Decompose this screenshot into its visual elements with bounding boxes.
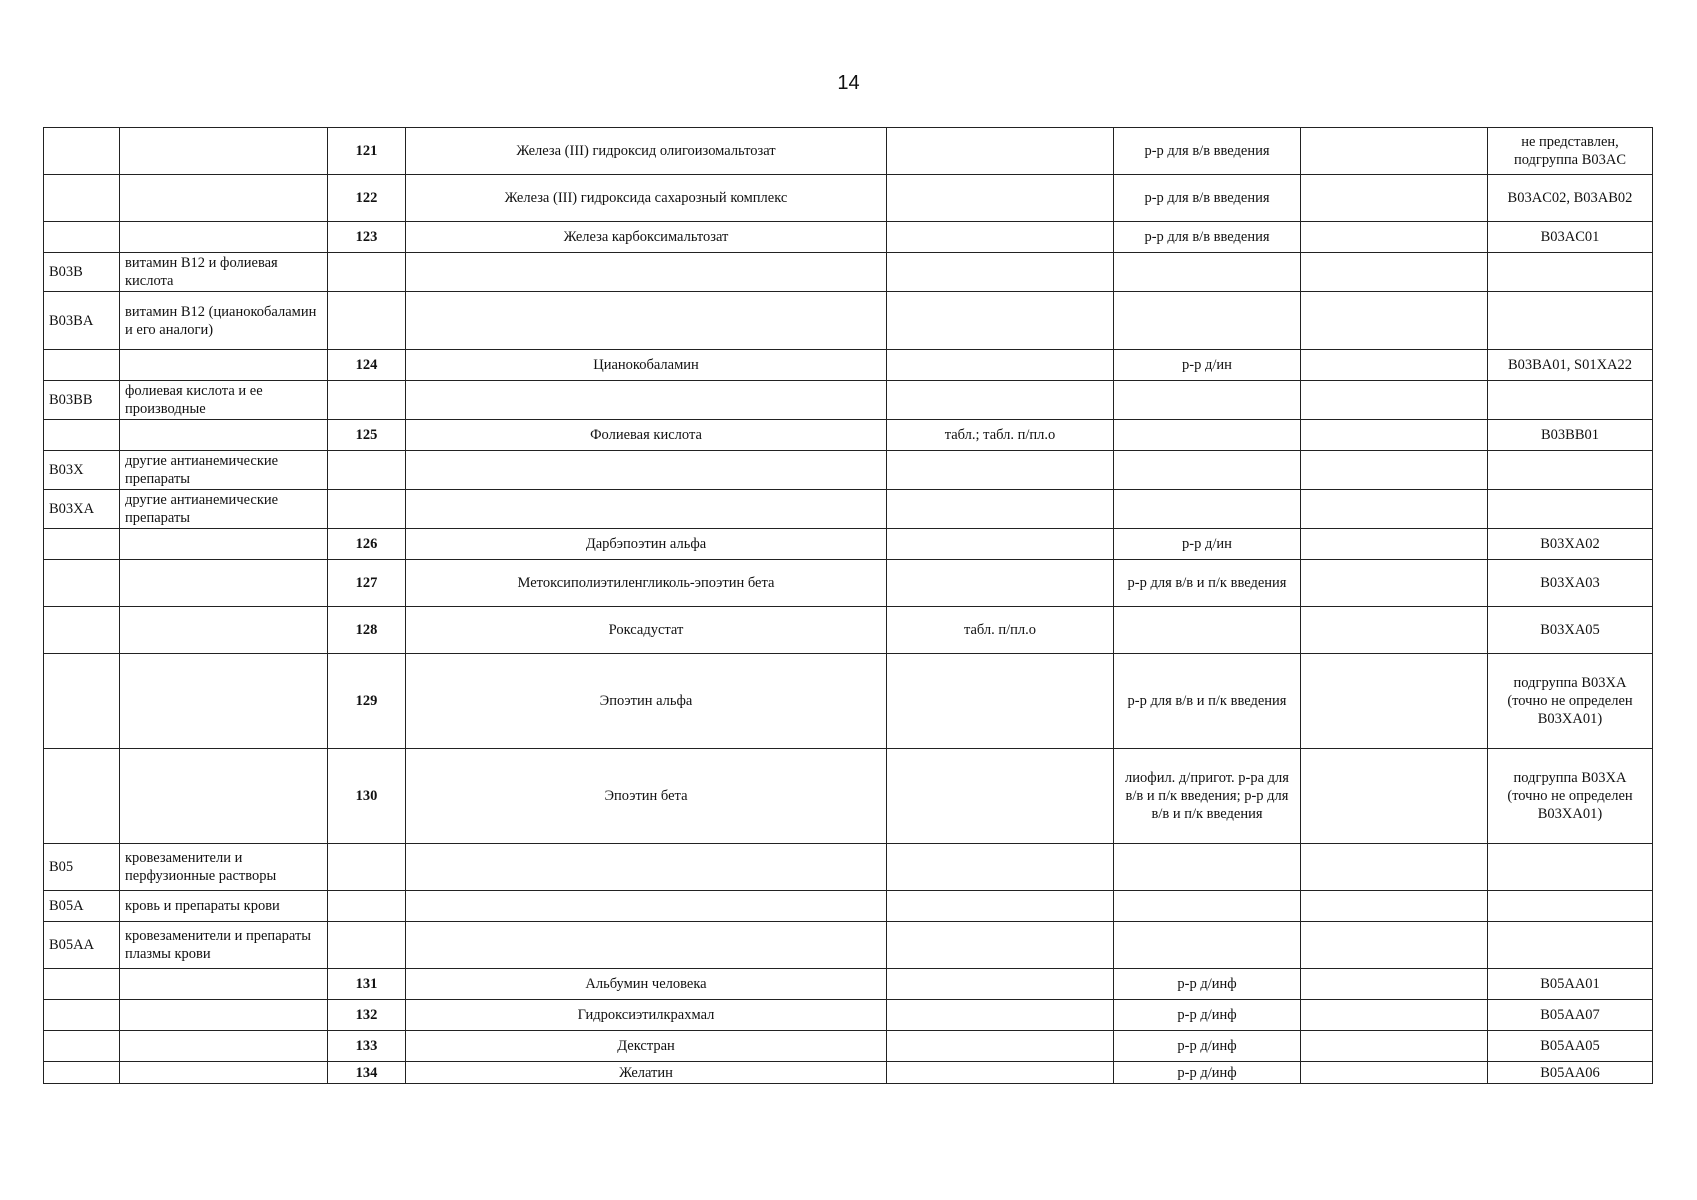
- oral-form: табл.; табл. п/пл.о: [887, 420, 1114, 451]
- drug-name: [406, 253, 887, 292]
- atc-group-name: [120, 350, 328, 381]
- atc-code: [1488, 381, 1653, 420]
- drug-name: Цианокобаламин: [406, 350, 887, 381]
- row-number: [328, 891, 406, 922]
- atc-group-code: [44, 969, 120, 1000]
- row-number: [328, 490, 406, 529]
- atc-group-name: другие антианемические препараты: [120, 490, 328, 529]
- drug-name: Гидроксиэтилкрахмал: [406, 1000, 887, 1031]
- atc-group-name: [120, 175, 328, 222]
- other-form: [1301, 1000, 1488, 1031]
- row-number: [328, 292, 406, 350]
- table-row: [44, 490, 1653, 529]
- oral-form: [887, 529, 1114, 560]
- injection-form: р-р для в/в введения: [1114, 222, 1301, 253]
- atc-group-name: [120, 607, 328, 654]
- table-row: [44, 922, 1653, 969]
- oral-form: [887, 560, 1114, 607]
- injection-form: лиофил. д/пригот. р-ра для в/в и п/к введения; р-р для в/в и п/к введения: [1114, 749, 1301, 844]
- atc-group-code: [44, 654, 120, 749]
- atc-code: подгруппа B03XA (точно не определен B03XA01): [1488, 654, 1653, 749]
- row-number: 129: [328, 654, 406, 749]
- atc-group-code: B03B: [44, 253, 120, 292]
- other-form: [1301, 490, 1488, 529]
- other-form: [1301, 560, 1488, 607]
- drug-name: Декстран: [406, 1031, 887, 1062]
- oral-form: [887, 222, 1114, 253]
- injection-form: [1114, 922, 1301, 969]
- drug-name: [406, 891, 887, 922]
- atc-code: B05AA01: [1488, 969, 1653, 1000]
- table-row: [44, 222, 1653, 253]
- row-number: [328, 253, 406, 292]
- drug-name: [406, 844, 887, 891]
- injection-form: р-р д/ин: [1114, 529, 1301, 560]
- atc-code: [1488, 891, 1653, 922]
- row-number: 121: [328, 128, 406, 175]
- atc-group-code: B03XA: [44, 490, 120, 529]
- drug-name: Эпоэтин альфа: [406, 654, 887, 749]
- table-row: [44, 420, 1653, 451]
- row-number: [328, 381, 406, 420]
- oral-form: [887, 1062, 1114, 1084]
- drug-name: Желатин: [406, 1062, 887, 1084]
- table-row: [44, 1031, 1653, 1062]
- atc-group-name: [120, 654, 328, 749]
- table-row: [44, 1062, 1653, 1084]
- oral-form: табл. п/пл.о: [887, 607, 1114, 654]
- atc-group-code: B03BB: [44, 381, 120, 420]
- atc-group-name: кровезаменители и препараты плазмы крови: [120, 922, 328, 969]
- atc-group-name: [120, 1031, 328, 1062]
- atc-code: B05AA06: [1488, 1062, 1653, 1084]
- atc-group-code: [44, 420, 120, 451]
- atc-code: [1488, 844, 1653, 891]
- atc-group-name: кровь и препараты крови: [120, 891, 328, 922]
- row-number: [328, 844, 406, 891]
- atc-group-name: кровезаменители и перфузионные растворы: [120, 844, 328, 891]
- table-row: [44, 175, 1653, 222]
- table-row: [44, 749, 1653, 844]
- drug-name: Железа карбоксимальтозат: [406, 222, 887, 253]
- injection-form: р-р д/инф: [1114, 1000, 1301, 1031]
- atc-group-code: [44, 1062, 120, 1084]
- row-number: 122: [328, 175, 406, 222]
- atc-group-code: [44, 222, 120, 253]
- atc-group-name: [120, 560, 328, 607]
- atc-group-name: [120, 529, 328, 560]
- drug-name: [406, 451, 887, 490]
- atc-group-name: другие антианемические препараты: [120, 451, 328, 490]
- injection-form: [1114, 844, 1301, 891]
- other-form: [1301, 253, 1488, 292]
- injection-form: р-р для в/в введения: [1114, 175, 1301, 222]
- atc-code: [1488, 490, 1653, 529]
- atc-code: не представлен, подгруппа B03AC: [1488, 128, 1653, 175]
- other-form: [1301, 891, 1488, 922]
- atc-group-name: витамин B12 (цианокобаламин и его аналоги): [120, 292, 328, 350]
- drug-name: [406, 490, 887, 529]
- atc-code: [1488, 451, 1653, 490]
- atc-code: B03BA01, S01XA22: [1488, 350, 1653, 381]
- atc-group-code: [44, 749, 120, 844]
- other-form: [1301, 969, 1488, 1000]
- other-form: [1301, 1031, 1488, 1062]
- atc-group-code: [44, 1031, 120, 1062]
- injection-form: [1114, 420, 1301, 451]
- other-form: [1301, 222, 1488, 253]
- other-form: [1301, 1062, 1488, 1084]
- injection-form: р-р д/ин: [1114, 350, 1301, 381]
- oral-form: [887, 175, 1114, 222]
- oral-form: [887, 350, 1114, 381]
- atc-group-code: [44, 607, 120, 654]
- other-form: [1301, 292, 1488, 350]
- row-number: 130: [328, 749, 406, 844]
- injection-form: р-р д/инф: [1114, 1031, 1301, 1062]
- atc-code: подгруппа B03XA (точно не определен B03XA01): [1488, 749, 1653, 844]
- row-number: 132: [328, 1000, 406, 1031]
- injection-form: р-р для в/в и п/к введения: [1114, 654, 1301, 749]
- other-form: [1301, 654, 1488, 749]
- row-number: 124: [328, 350, 406, 381]
- drug-name: Метоксиполиэтиленгликоль-эпоэтин бета: [406, 560, 887, 607]
- atc-code: [1488, 922, 1653, 969]
- other-form: [1301, 451, 1488, 490]
- table-row: [44, 128, 1653, 175]
- oral-form: [887, 128, 1114, 175]
- table-row: [44, 891, 1653, 922]
- table-row: [44, 381, 1653, 420]
- drug-name: Железа (III) гидроксид олигоизомальтозат: [406, 128, 887, 175]
- row-number: 123: [328, 222, 406, 253]
- injection-form: р-р д/инф: [1114, 969, 1301, 1000]
- table-row: [44, 654, 1653, 749]
- atc-group-name: [120, 222, 328, 253]
- injection-form: [1114, 253, 1301, 292]
- table-row: [44, 844, 1653, 891]
- table-row: [44, 292, 1653, 350]
- drug-table: [43, 127, 1653, 1084]
- atc-code: B05AA07: [1488, 1000, 1653, 1031]
- drug-name: Эпоэтин бета: [406, 749, 887, 844]
- atc-group-code: B05: [44, 844, 120, 891]
- atc-code: B03XA05: [1488, 607, 1653, 654]
- injection-form: [1114, 607, 1301, 654]
- atc-group-code: B03BA: [44, 292, 120, 350]
- table-row: [44, 969, 1653, 1000]
- injection-form: [1114, 381, 1301, 420]
- other-form: [1301, 128, 1488, 175]
- other-form: [1301, 607, 1488, 654]
- injection-form: [1114, 490, 1301, 529]
- atc-group-name: [120, 420, 328, 451]
- oral-form: [887, 969, 1114, 1000]
- drug-name: Фолиевая кислота: [406, 420, 887, 451]
- table-row: [44, 350, 1653, 381]
- atc-code: B03AC01: [1488, 222, 1653, 253]
- drug-name: [406, 292, 887, 350]
- other-form: [1301, 844, 1488, 891]
- atc-group-code: [44, 128, 120, 175]
- row-number: [328, 451, 406, 490]
- injection-form: р-р для в/в и п/к введения: [1114, 560, 1301, 607]
- table-row: [44, 529, 1653, 560]
- row-number: 133: [328, 1031, 406, 1062]
- atc-group-name: [120, 1062, 328, 1084]
- oral-form: [887, 253, 1114, 292]
- other-form: [1301, 350, 1488, 381]
- drug-name: Альбумин человека: [406, 969, 887, 1000]
- atc-code: B03BB01: [1488, 420, 1653, 451]
- atc-code: B03XA02: [1488, 529, 1653, 560]
- table-row: [44, 253, 1653, 292]
- drug-name: Роксадустат: [406, 607, 887, 654]
- drug-name: [406, 922, 887, 969]
- other-form: [1301, 175, 1488, 222]
- atc-group-code: [44, 560, 120, 607]
- injection-form: р-р д/инф: [1114, 1062, 1301, 1084]
- atc-group-name: фолиевая кислота и ее производные: [120, 381, 328, 420]
- drug-name: Дарбэпоэтин альфа: [406, 529, 887, 560]
- atc-group-name: [120, 969, 328, 1000]
- atc-group-code: B05A: [44, 891, 120, 922]
- oral-form: [887, 749, 1114, 844]
- atc-group-code: B03X: [44, 451, 120, 490]
- oral-form: [887, 1000, 1114, 1031]
- oral-form: [887, 490, 1114, 529]
- oral-form: [887, 844, 1114, 891]
- injection-form: [1114, 891, 1301, 922]
- atc-code: B03XA03: [1488, 560, 1653, 607]
- table-row: [44, 607, 1653, 654]
- drug-name: [406, 381, 887, 420]
- oral-form: [887, 891, 1114, 922]
- injection-form: [1114, 292, 1301, 350]
- other-form: [1301, 749, 1488, 844]
- table-row: [44, 1000, 1653, 1031]
- atc-code: [1488, 292, 1653, 350]
- oral-form: [887, 292, 1114, 350]
- atc-group-name: витамин B12 и фолиевая кислота: [120, 253, 328, 292]
- row-number: [328, 922, 406, 969]
- atc-group-code: [44, 175, 120, 222]
- atc-code: [1488, 253, 1653, 292]
- other-form: [1301, 381, 1488, 420]
- oral-form: [887, 451, 1114, 490]
- atc-code: B05AA05: [1488, 1031, 1653, 1062]
- row-number: 134: [328, 1062, 406, 1084]
- atc-group-code: B05AA: [44, 922, 120, 969]
- page-number: 14: [837, 72, 860, 94]
- atc-code: B03AC02, B03AB02: [1488, 175, 1653, 222]
- drug-name: Железа (III) гидроксида сахарозный комплекс: [406, 175, 887, 222]
- other-form: [1301, 922, 1488, 969]
- atc-group-name: [120, 1000, 328, 1031]
- row-number: 131: [328, 969, 406, 1000]
- injection-form: [1114, 451, 1301, 490]
- oral-form: [887, 1031, 1114, 1062]
- injection-form: р-р для в/в введения: [1114, 128, 1301, 175]
- oral-form: [887, 922, 1114, 969]
- table-row: [44, 451, 1653, 490]
- other-form: [1301, 529, 1488, 560]
- atc-group-name: [120, 749, 328, 844]
- atc-group-name: [120, 128, 328, 175]
- table-row: [44, 560, 1653, 607]
- atc-group-code: [44, 350, 120, 381]
- other-form: [1301, 420, 1488, 451]
- oral-form: [887, 654, 1114, 749]
- atc-group-code: [44, 529, 120, 560]
- row-number: 126: [328, 529, 406, 560]
- row-number: 128: [328, 607, 406, 654]
- oral-form: [887, 381, 1114, 420]
- atc-group-code: [44, 1000, 120, 1031]
- row-number: 127: [328, 560, 406, 607]
- row-number: 125: [328, 420, 406, 451]
